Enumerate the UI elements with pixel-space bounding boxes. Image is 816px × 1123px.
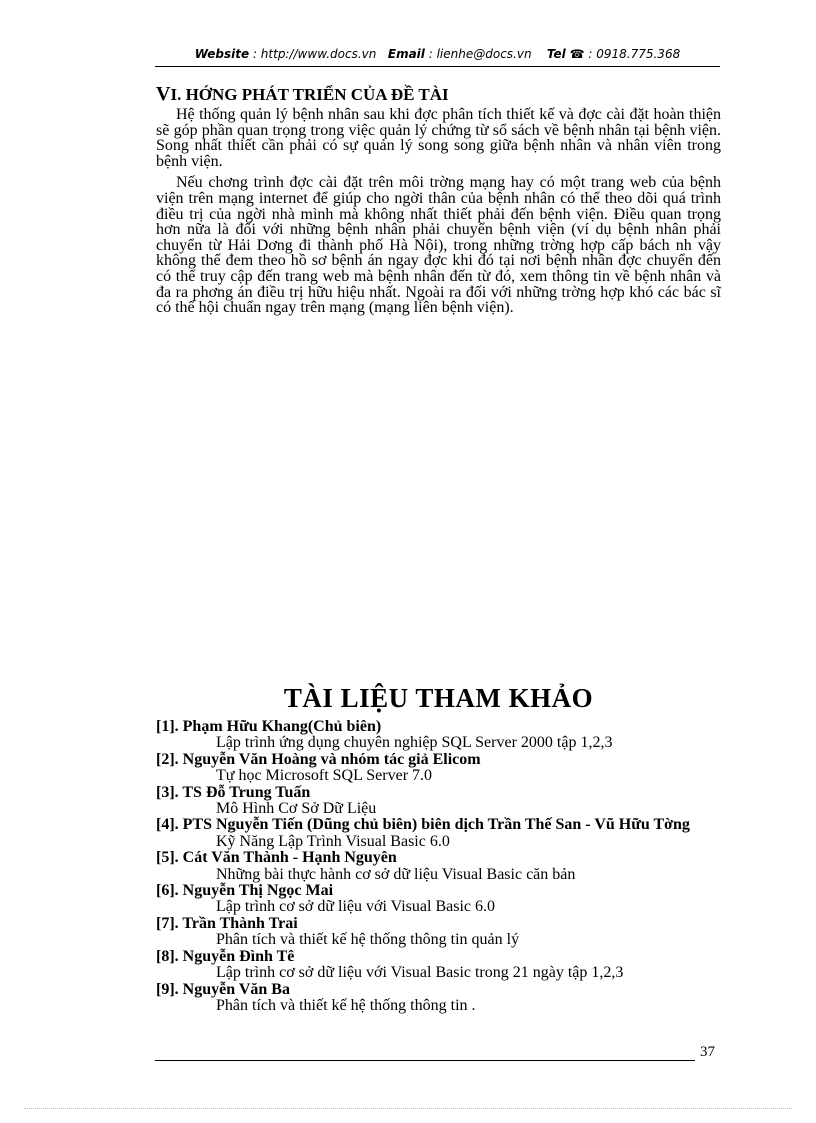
footer-divider	[155, 1060, 695, 1061]
section-development	[156, 84, 721, 322]
reference-author: [8]. Nguyễn Đình Tê	[156, 947, 295, 965]
section-title-initial: V	[156, 83, 171, 105]
reference-title: Lập trình ứng dụng chuyên nghiệp SQL Server 2000 tập 1,2,3	[216, 734, 613, 752]
reference-item	[156, 752, 721, 785]
references-list	[156, 719, 721, 1014]
reference-item	[156, 785, 721, 818]
website-link[interactable]: http://www.docs.vn	[260, 47, 377, 61]
references-title: TÀI LIỆU THAM KHẢO	[283, 683, 594, 713]
reference-title: Phân tích và thiết kế hệ thống thông tin quản lý	[216, 931, 520, 949]
reference-title: Mô Hình Cơ Sở Dữ Liệu	[216, 800, 377, 818]
website-label: Website	[194, 47, 250, 61]
page-header: Website : http://www.docs.vn Email : lienhe@docs.vn Tel ☎ : 0918.775.368	[194, 47, 681, 61]
section-title	[156, 84, 721, 105]
email-link[interactable]: lienhe@docs.vn	[436, 47, 532, 61]
reference-title: Kỹ Năng Lập Trình Visual Basic 6.0	[216, 832, 450, 850]
reference-author: [9]. Nguyễn Văn Ba	[156, 980, 290, 998]
section-title-text: I. HỚNG PHÁT TRIỂN CỦA ĐỀ TÀI	[170, 85, 449, 104]
paragraph-1: Hệ thống quản lý bệnh nhân sau khi đợc phân tích thiết kế và đợc cài đặt hoàn thiện sẽ góp phần quan trọng trong việc quản lý chứng từ sổ sách về bệnh nhân tại bệnh viện. Song nhất thiết cần phải có sự quản lý song song giữa bệnh nhân và nhân viên trong bệnh viện.	[156, 106, 721, 170]
reference-author: [6]. Nguyễn Thị Ngọc Mai	[156, 882, 334, 900]
reference-author: [2]. Nguyễn Văn Hoàng và nhóm tác giả Elicom	[156, 750, 481, 768]
reference-item	[156, 916, 721, 949]
reference-title: Phân tích và thiết kế hệ thống thông tin .	[216, 996, 476, 1014]
reference-author: [1]. Phạm Hữu Khang(Chủ biên)	[156, 718, 382, 735]
tel-value: 0918.775.368	[596, 47, 681, 61]
reference-item	[156, 719, 721, 752]
reference-title: Tự học Microsoft SQL Server 7.0	[216, 767, 433, 785]
page-number: 37	[700, 1044, 715, 1060]
reference-author: [5]. Cát Văn Thành - Hạnh Nguyên	[156, 849, 397, 867]
page-edge	[24, 1108, 792, 1109]
reference-author: [3]. TS Đỗ Trung Tuấn	[156, 783, 311, 801]
reference-item	[156, 982, 721, 1015]
reference-title: Lập trình cơ sở dữ liệu với Visual Basic 6.0	[216, 898, 495, 916]
tel-label: Tel	[546, 47, 566, 61]
reference-item	[156, 883, 721, 916]
phone-icon: ☎	[569, 47, 585, 61]
paragraph-2: Nếu chơng trình đợc cài đặt trên môi trờng mạng hay có một trang web của bệnh viện trên mạng internet để giúp cho ngời thân của bệnh nhân có thể theo dõi quá trình điều trị của ngời nhà mình mà không nhất thiết phải đến bệnh viện. Điều quan trọng hơn nữa là đối với những bệnh nhân phải chuyển bệnh viện (ví dụ bệnh nhân phải chuyển từ Hải Dơng đi thành phố Hà Nội), trong những trờng hợp cấp bách nh vậy không thể đem theo hồ sơ bệnh án ngay đợc khi đó tại nơi bệnh nhân đợc chuyển đến có thể truy cập đến trang web mà bệnh nhân đến từ đó, xem thông tin về bệnh nhân và đa ra phơng án điều trị hữu hiệu nhất. Ngoài ra đối với những trờng hợp khó các bác sĩ có thể hội chuẩn ngay trên mạng (mạng liên bệnh viện).	[156, 174, 721, 317]
reference-item	[156, 817, 721, 850]
reference-author: [7]. Trần Thành Trai	[156, 914, 298, 932]
reference-item	[156, 850, 721, 883]
reference-item	[156, 949, 721, 982]
reference-title: Lập trình cơ sở dữ liệu với Visual Basic trong 21 ngày tập 1,2,3	[216, 964, 624, 982]
email-label: Email	[387, 47, 425, 61]
reference-title: Những bài thực hành cơ sở dữ liệu Visual Basic căn bản	[216, 865, 576, 883]
reference-author: [4]. PTS Nguyễn Tiến (Dũng chủ biên) biên dịch Trần Thế San - Vũ Hữu Tờng	[156, 816, 690, 834]
header-divider	[155, 66, 720, 67]
